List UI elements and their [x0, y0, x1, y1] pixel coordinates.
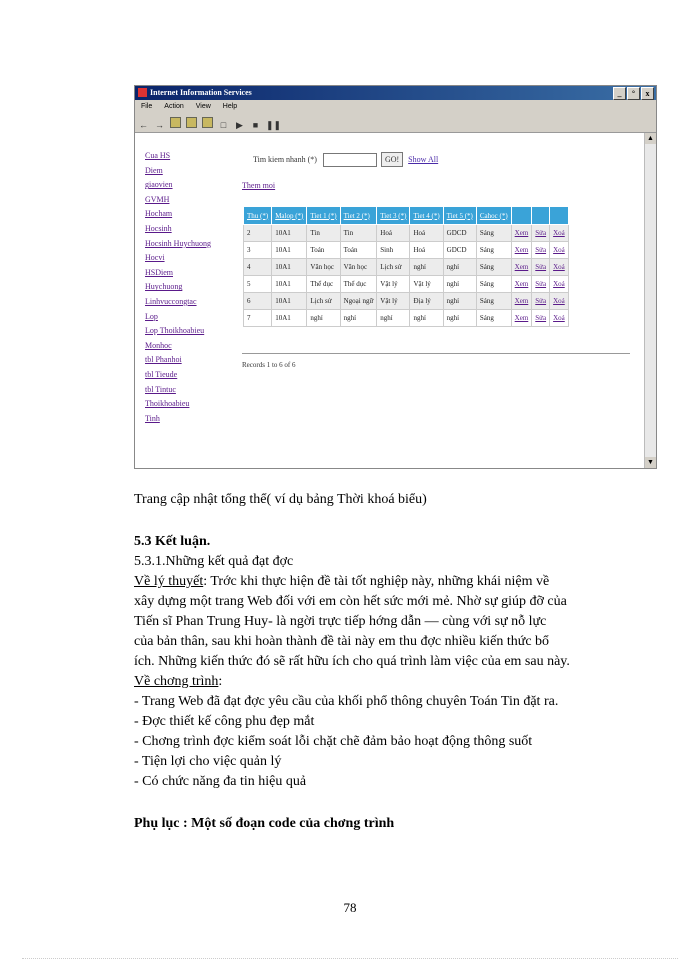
search-row: [253, 152, 438, 167]
table-action-cell: [532, 242, 550, 259]
table-cell: 10A1: [272, 276, 307, 293]
table-action-cell: [550, 293, 569, 310]
sidebar-link[interactable]: HSDiem: [145, 267, 173, 277]
delete-link[interactable]: Xoá: [553, 297, 565, 305]
up-folder-icon[interactable]: [170, 117, 181, 128]
view-link[interactable]: Xem: [514, 246, 529, 254]
table-cell: 3: [244, 242, 272, 259]
column-header[interactable]: Tiet 1 (*): [307, 207, 340, 225]
toolbar: [135, 114, 656, 133]
theory-paragraph-line: Tiến sĩ Phan Trung Huy- là ngời trực tiếp hớng dẫn — cùng với sự nỗ lực: [134, 614, 547, 629]
edit-link[interactable]: Sửa: [535, 246, 547, 254]
figure-caption: Trang cập nhật tổng thể( ví dụ bảng Thời khoá biểu): [134, 492, 427, 507]
table-cell: Lịch sử: [377, 259, 410, 276]
edit-link[interactable]: Sửa: [535, 280, 547, 288]
table-cell: Ngoại ngữ: [340, 293, 377, 310]
table-action-cell: [532, 293, 550, 310]
table-cell: Vật lý: [377, 276, 410, 293]
sidebar-link[interactable]: tbl Tieude: [145, 369, 178, 379]
sidebar-link[interactable]: Thoikhoabieu: [145, 399, 190, 409]
table-cell: Văn học: [307, 259, 340, 276]
sidebar-link[interactable]: Huychuong: [145, 282, 183, 292]
play-icon[interactable]: ▶: [236, 120, 243, 130]
table-action-cell: [532, 259, 550, 276]
embedded-screenshot: [134, 85, 657, 469]
vertical-scrollbar[interactable]: [644, 133, 656, 468]
table-row: [244, 225, 569, 242]
sidebar-link[interactable]: GVMH: [145, 194, 170, 204]
view-link[interactable]: Xem: [514, 229, 529, 237]
scroll-up-icon[interactable]: ▲: [645, 133, 656, 144]
table-action-cell: [550, 225, 569, 242]
sidebar-link[interactable]: tbl Phanhoi: [145, 355, 182, 365]
delete-link[interactable]: Xoá: [553, 263, 565, 271]
tree-view-icon[interactable]: [186, 117, 197, 128]
table-cell: 10A1: [272, 242, 307, 259]
column-header[interactable]: Thu (*): [244, 207, 272, 225]
sidebar-link[interactable]: giaovien: [145, 180, 173, 190]
table-cell: nghỉ: [443, 259, 476, 276]
sidebar-link[interactable]: Diem: [145, 165, 163, 175]
table-cell: 6: [244, 293, 272, 310]
table-cell: 5: [244, 276, 272, 293]
table-cell: 2: [244, 225, 272, 242]
table-cell: 10A1: [272, 310, 307, 327]
appendix-heading: Phụ lục : Một số đoạn code của chơng trình: [134, 816, 395, 831]
table-cell: Sáng: [476, 225, 511, 242]
table-cell: Thể dục: [307, 276, 340, 293]
theory-label: Về lý thuyết: [134, 574, 204, 589]
column-header[interactable]: Tiet 2 (*): [340, 207, 377, 225]
column-header: [532, 207, 550, 225]
table-action-cell: [511, 225, 532, 242]
delete-link[interactable]: Xoá: [553, 280, 565, 288]
table-action-cell: [550, 259, 569, 276]
table-cell: Thể dục: [340, 276, 377, 293]
table-cell: Tin: [307, 225, 340, 242]
sidebar-link[interactable]: Linhvuccongtac: [145, 296, 197, 306]
edit-link[interactable]: Sửa: [535, 314, 547, 322]
table-cell: 4: [244, 259, 272, 276]
theory-paragraph-line-1: Về lý thuyết: Trớc khi thực hiện đề tài tốt nghiệp này, những khái niệm về: [134, 574, 550, 589]
menu-bar: [135, 100, 656, 114]
table-action-cell: [511, 259, 532, 276]
sidebar: [145, 149, 240, 426]
forward-arrow-icon[interactable]: →: [155, 120, 164, 130]
bullet-item: - Trang Web đã đạt đợc yêu cầu của khối phổ thông chuyên Toán Tin đặt ra.: [134, 694, 559, 709]
table-cell: nghỉ: [377, 310, 410, 327]
table-cell: Vật lý: [377, 293, 410, 310]
table-action-cell: [511, 293, 532, 310]
table-cell: 10A1: [272, 225, 307, 242]
edit-link[interactable]: Sửa: [535, 229, 547, 237]
table-header-row: [244, 207, 569, 225]
column-header[interactable]: Tiet 4 (*): [410, 207, 443, 225]
table-action-cell: [532, 225, 550, 242]
records-count: Records 1 to 6 of 6: [242, 361, 296, 369]
sidebar-link[interactable]: tbl Tintuc: [145, 384, 176, 394]
table-action-cell: [532, 276, 550, 293]
bullet-item: - Tiện lợi cho việc quản lý: [134, 754, 282, 769]
table-cell: nghỉ: [443, 310, 476, 327]
table-cell: Sáng: [476, 293, 511, 310]
table-cell: nghỉ: [340, 310, 377, 327]
delete-link[interactable]: Xoá: [553, 314, 565, 322]
sidebar-link[interactable]: Hocsinh: [145, 223, 172, 233]
table-cell: nghỉ: [410, 259, 443, 276]
column-header[interactable]: Malop (*): [272, 207, 307, 225]
menu-help[interactable]: Help: [222, 103, 238, 110]
table-cell: GDCD: [443, 242, 476, 259]
column-header[interactable]: Cahoc (*): [476, 207, 511, 225]
program-label: Về chơng trình: [134, 674, 219, 689]
table-action-cell: [550, 310, 569, 327]
table-cell: nghỉ: [410, 310, 443, 327]
theory-paragraph-line: xây dựng một trang Web đối với em còn hết sức mới mẻ. Nhờ sự giúp đỡ của: [134, 594, 567, 609]
edit-link[interactable]: Sửa: [535, 297, 547, 305]
table-cell: Toán: [307, 242, 340, 259]
web-content: [135, 133, 644, 468]
table-action-cell: [532, 310, 550, 327]
menu-file[interactable]: File: [141, 103, 153, 110]
sidebar-link[interactable]: Lop Thoikhoabieu: [145, 326, 205, 336]
back-arrow-icon[interactable]: ←: [139, 120, 148, 130]
table-row: [244, 242, 569, 259]
table-cell: Văn học: [340, 259, 377, 276]
table-row: [244, 259, 569, 276]
app-icon: [138, 88, 147, 97]
table-cell: 10A1: [272, 293, 307, 310]
minimize-button[interactable]: _: [613, 87, 626, 100]
table-row: [244, 310, 569, 327]
subsection-title: 5.3.1.Những kết quả đạt đợc: [134, 554, 294, 569]
pause-icon[interactable]: ❚❚: [266, 120, 282, 130]
table-cell: 10A1: [272, 259, 307, 276]
view-link[interactable]: Xem: [514, 280, 529, 288]
view-link[interactable]: Xem: [514, 263, 529, 271]
search-label: Tim kiem nhanh (*): [253, 155, 317, 164]
go-button[interactable]: GO!: [381, 152, 403, 167]
menu-action[interactable]: Action: [164, 103, 184, 110]
table-cell: GDCD: [443, 225, 476, 242]
table-cell: Hoá: [410, 225, 443, 242]
table-cell: Lịch sử: [307, 293, 340, 310]
column-header[interactable]: Tiet 5 (*): [443, 207, 476, 225]
sidebar-link[interactable]: Lop: [145, 311, 158, 321]
show-all-link[interactable]: Show All: [408, 155, 439, 164]
table-action-cell: [511, 276, 532, 293]
sidebar-link[interactable]: Monhoc: [145, 340, 172, 350]
column-header[interactable]: Tiet 3 (*): [377, 207, 410, 225]
table-cell: 7: [244, 310, 272, 327]
table-row: [244, 293, 569, 310]
sidebar-link[interactable]: Hocham: [145, 209, 173, 219]
scroll-down-icon[interactable]: ▼: [645, 457, 656, 468]
table-cell: Sáng: [476, 259, 511, 276]
bullet-item: - Chơng trình đợc kiểm soát lỗi chặt chẽ đảm bảo hoạt động thông suốt: [134, 734, 533, 749]
theory-paragraph-line: ích. Những kiến thức đó sẽ rất hữu ích cho quá trình làm việc của em sau này.: [134, 654, 570, 669]
column-header: [511, 207, 532, 225]
table-cell: Sáng: [476, 242, 511, 259]
bullet-item: - Có chức năng đa tin hiệu quả: [134, 774, 307, 789]
table-cell: Sinh: [377, 242, 410, 259]
bullet-item: - Đợc thiết kế công phu đẹp mắt: [134, 714, 315, 729]
table-cell: Địa lý: [410, 293, 443, 310]
sidebar-link[interactable]: Hocsinh Huychuong: [145, 238, 211, 248]
table-cell: nghỉ: [307, 310, 340, 327]
delete-link[interactable]: Xoá: [553, 229, 565, 237]
sidebar-link[interactable]: Hocvi: [145, 253, 165, 263]
add-new-link[interactable]: Them moi: [242, 181, 276, 190]
table-cell: Hoá: [377, 225, 410, 242]
table-cell: Sáng: [476, 310, 511, 327]
search-input[interactable]: [323, 153, 377, 167]
program-heading: Về chơng trình:: [134, 674, 223, 689]
menu-view[interactable]: View: [195, 103, 211, 110]
properties-icon[interactable]: [202, 117, 213, 128]
table-cell: nghỉ: [443, 276, 476, 293]
page-bottom-border: [22, 958, 678, 959]
close-button[interactable]: x: [641, 87, 654, 100]
section-title: 5.3 Kết luận.: [134, 534, 211, 549]
delete-link[interactable]: Xoá: [553, 246, 565, 254]
timetable-grid: [243, 206, 569, 327]
export-icon[interactable]: □: [220, 120, 227, 130]
stop-icon[interactable]: ■: [252, 120, 259, 130]
window-title: Internet Information Services: [150, 88, 252, 97]
sidebar-link[interactable]: Tinh: [145, 413, 160, 423]
maximize-button[interactable]: °: [627, 87, 640, 100]
table-action-cell: [511, 310, 532, 327]
column-header: [550, 207, 569, 225]
table-action-cell: [550, 276, 569, 293]
table-cell: nghỉ: [443, 293, 476, 310]
table-cell: Hoá: [410, 242, 443, 259]
table-action-cell: [511, 242, 532, 259]
page-number: 78: [343, 900, 357, 915]
view-link[interactable]: Xem: [514, 297, 529, 305]
table-cell: Tin: [340, 225, 377, 242]
edit-link[interactable]: Sửa: [535, 263, 547, 271]
view-link[interactable]: Xem: [514, 314, 529, 322]
sidebar-link[interactable]: Cua HS: [145, 151, 171, 160]
divider: [242, 353, 630, 354]
table-cell: Vật lý: [410, 276, 443, 293]
window-titlebar: [135, 86, 656, 100]
table-action-cell: [550, 242, 569, 259]
table-cell: Sáng: [476, 276, 511, 293]
table-cell: Toán: [340, 242, 377, 259]
table-row: [244, 276, 569, 293]
theory-paragraph-line: của bản thân, sau khi hoàn thành đề tài này em thu đợc nhiều kiến thức bổ: [134, 634, 550, 649]
